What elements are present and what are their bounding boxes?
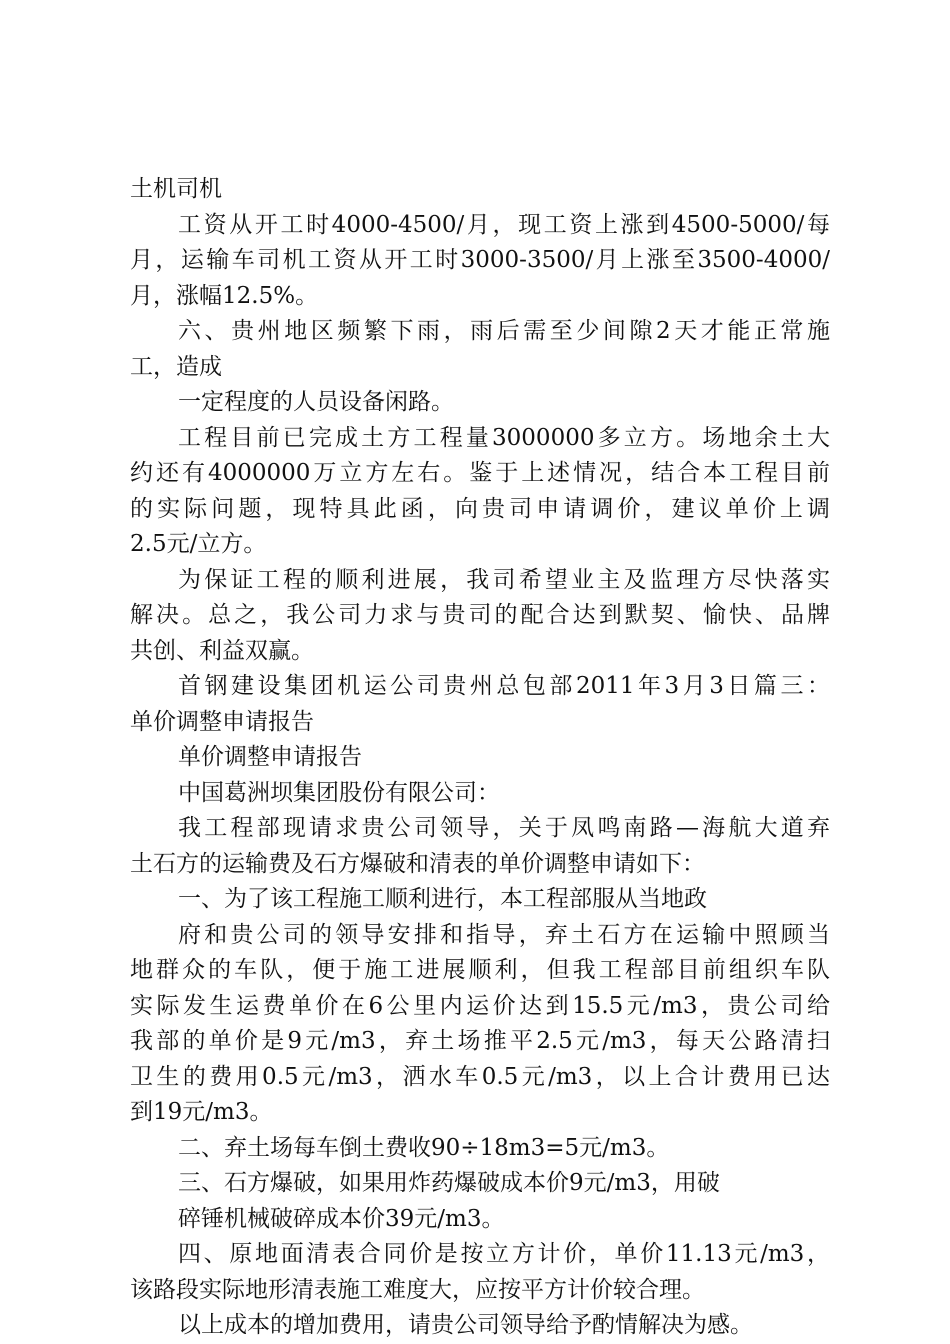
text-line: 我部的单价是9元/m3，弃土场推平2.5元/m3，每天公路清扫	[130, 1028, 830, 1054]
text-line: 二、弃土场每车倒土费收90÷18m3=5元/m3。	[178, 1134, 670, 1161]
text-line: 的实际问题，现特具此函，向贵司申请调价，建议单价上调	[130, 495, 830, 522]
text-line: 工，造成	[130, 353, 222, 380]
text-line: 解决。总之，我公司力求与贵司的配合达到默契、愉快、品牌	[130, 602, 830, 628]
text-line: 碎锤机械破碎成本价39元/m3。	[178, 1205, 505, 1232]
text-line: 工程目前已完成土方工程量3000000多立方。场地余土大	[178, 424, 830, 451]
text-line: 府和贵公司的领导安排和指导，弃土石方在运输中照顾当	[178, 921, 830, 948]
text-line: 一、为了该工程施工顺利进行，本工程部服从当地政	[178, 886, 707, 912]
document-body	[130, 172, 830, 1344]
text-line: 月，运输车司机工资从开工时3000-3500/月上涨至3500-4000/	[130, 247, 830, 273]
text-line: 土机司机	[130, 176, 222, 202]
text-line: 六、贵州地区频繁下雨，雨后需至少间隙2天才能正常施	[178, 318, 830, 344]
text-line: 单价调整申请报告	[178, 744, 362, 770]
text-line: 单价调整申请报告	[130, 708, 314, 735]
text-line: 实际发生运费单价在6公里内运价达到15.5元/m3，贵公司给	[130, 992, 830, 1019]
text-line: 首钢建设集团机运公司贵州总包部2011年3月3日篇三：	[178, 673, 830, 699]
text-line: 该路段实际地形清表施工难度大，应按平方计价较合理。	[130, 1276, 705, 1303]
text-line: 我工程部现请求贵公司领导，关于凤鸣南路—海航大道弃	[178, 815, 830, 841]
text-line: 中国葛洲坝集团股份有限公司：	[178, 779, 500, 806]
text-line: 到19元/m3。	[130, 1099, 273, 1125]
text-line: 土石方的运输费及石方爆破和清表的单价调整申请如下：	[130, 850, 705, 877]
text-line: 一定程度的人员设备闲路。	[178, 389, 454, 415]
text-line: 工资从开工时4000-4500/月，现工资上涨到4500-5000/每	[178, 211, 830, 238]
text-line: 卫生的费用0.5元/m3，洒水车0.5元/m3，以上合计费用已达	[130, 1063, 830, 1090]
text-line: 共创、利益双赢。	[130, 637, 314, 664]
text-line: 2.5元/立方。	[130, 531, 267, 557]
text-line: 月，涨幅12.5%。	[130, 282, 319, 309]
text-line: 以上成本的增加费用，请贵公司领导给予酌情解决为感。	[178, 1312, 753, 1338]
text-line: 地群众的车队，便于施工进展顺利，但我工程部目前组织车队	[130, 957, 830, 983]
text-line: 为保证工程的顺利进展，我司希望业主及监理方尽快落实	[178, 566, 830, 593]
text-line: 三、石方爆破，如果用炸药爆破成本价9元/m3，用破	[178, 1170, 720, 1196]
text-line: 四、原地面清表合同价是按立方计价，单价11.13元/m3，	[178, 1241, 830, 1267]
text-line: 约还有4000000万立方左右。鉴于上述情况，结合本工程目前	[130, 460, 830, 486]
